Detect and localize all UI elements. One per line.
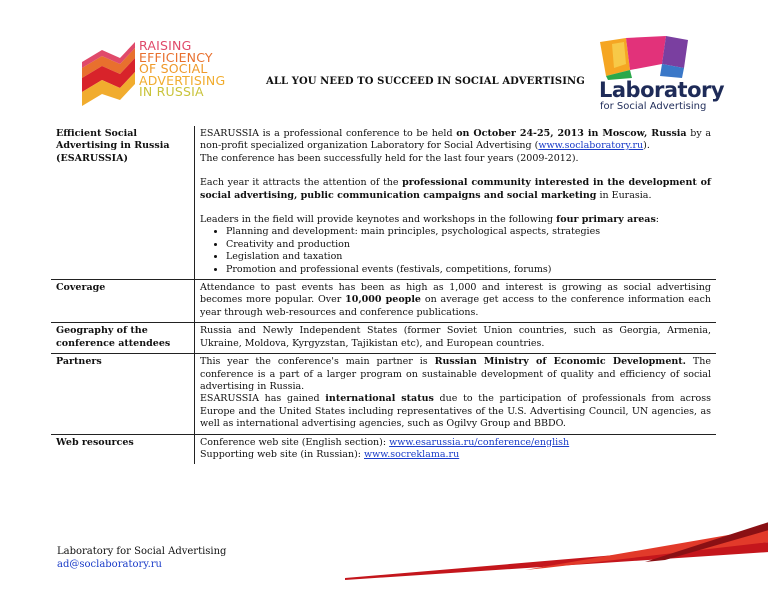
table-row-web bbox=[51, 434, 716, 464]
esarussia-logo-text bbox=[139, 40, 225, 98]
conference-info-table bbox=[51, 126, 716, 464]
row-label: Web resources bbox=[51, 434, 195, 464]
soclaboratory-link[interactable]: www.soclaboratory.ru bbox=[538, 140, 644, 152]
text: Leaders in the field will provide keynotes and workshops in the following bbox=[200, 214, 557, 226]
footer-decoration-icon bbox=[345, 522, 768, 580]
text: The conference is a part of a larger program on sustainable development of quality and efficiency of social advertising in Russia. bbox=[200, 356, 711, 392]
text: Attendance to past events has been as high as 1,000 and interest is growing as social advertising becomes more popular. Over bbox=[200, 282, 711, 306]
intro-paragraph-1 bbox=[200, 128, 711, 165]
laboratory-logo-word: Laboratory bbox=[599, 78, 725, 102]
list-item: • Planning and development: main principles, psychological aspects, strategies bbox=[226, 226, 711, 238]
table-row-partners bbox=[51, 354, 716, 434]
list-item: • Promotion and professional events (festivals, competitions, forums) bbox=[226, 264, 711, 276]
list-item: • Creativity and production bbox=[226, 239, 711, 251]
logo-line-3: OF SOCIAL bbox=[139, 61, 208, 76]
table-row-geography bbox=[51, 323, 716, 354]
text: Each year it attracts the attention of the bbox=[200, 177, 403, 189]
emphasis: Russian Ministry of Economic Development. bbox=[434, 356, 686, 368]
footer-email[interactable]: ad@soclaboratory.ru bbox=[57, 559, 162, 570]
logo-line-2: EFFICIENCY bbox=[139, 49, 213, 65]
text: This year the conference's main partner is bbox=[200, 356, 435, 368]
text: ESARUSSIA has gained bbox=[200, 393, 326, 405]
intro-paragraph-2 bbox=[200, 177, 711, 202]
row-label: Efficient Social Advertising in Russia (ESARUSSIA) bbox=[51, 126, 195, 280]
table-row-intro bbox=[51, 126, 716, 280]
row-value bbox=[195, 126, 717, 280]
text: Conference web site (English section): bbox=[200, 436, 390, 448]
row-value bbox=[195, 280, 717, 323]
laboratory-logo-subtitle: for Social Advertising bbox=[600, 101, 707, 112]
footer-org: Laboratory for Social Advertising bbox=[57, 546, 227, 557]
text: in Eurasia. bbox=[596, 189, 652, 201]
list-item: • Legislation and taxation bbox=[226, 251, 711, 263]
document-title: ALL YOU NEED TO SUCCEED IN SOCIAL ADVERTISING bbox=[266, 76, 585, 87]
event-date-place: on October 24-25, 2013 in Moscow, Russia bbox=[456, 128, 687, 139]
intro-paragraph-3 bbox=[200, 214, 711, 226]
text: by a non-profit specialized organization Laboratory for Social Advertising ( bbox=[200, 128, 712, 152]
socreklama-link[interactable]: www.socreklama.ru bbox=[364, 448, 460, 460]
text: : bbox=[655, 214, 659, 226]
row-label: Partners bbox=[51, 354, 195, 434]
text: due to the participation of professionals from across Europe and the United States including representatives of the U.S. Advertising Council, UN agencies, as well as international advertising agencies, such as Ogilvy Group and BBDO. bbox=[200, 393, 711, 430]
text: The conference has been successfully held for the last four years (2009-2012). bbox=[200, 152, 579, 164]
row-label: Geography of the conference attendees bbox=[51, 323, 195, 354]
text: ). bbox=[643, 140, 650, 152]
row-label: Coverage bbox=[51, 280, 195, 323]
emphasis: 10,000 people bbox=[345, 294, 421, 306]
esarussia-english-link[interactable]: www.esarussia.ru/conference/english bbox=[389, 436, 570, 448]
footer bbox=[57, 545, 226, 571]
table-row-coverage bbox=[51, 280, 716, 323]
text: on average get access to the conference information each year through web-resources and conference publications. bbox=[200, 294, 712, 318]
emphasis: professional community interested in the development of social advertising, public communication campaigns and social marketing bbox=[200, 177, 711, 201]
row-value bbox=[195, 434, 717, 464]
logo-line-5: IN RUSSIA bbox=[139, 84, 204, 99]
emphasis: international status bbox=[325, 393, 434, 405]
emphasis: four primary areas bbox=[556, 214, 656, 226]
primary-areas-list bbox=[200, 226, 711, 276]
text: ESARUSSIA is a professional conference to be held bbox=[200, 128, 457, 139]
text: Supporting web site (in Russian): bbox=[200, 448, 365, 460]
logo-line-1: RAISING bbox=[139, 38, 192, 53]
row-value bbox=[195, 354, 717, 434]
row-value: Russia and Newly Independent States (former Soviet Union countries, such as Georgia, Armenia, Ukraine, Moldova, Kyrgyzstan, Tajikistan etc), and European countries. bbox=[195, 323, 717, 354]
logo-line-4: ADVERTISING bbox=[139, 72, 226, 88]
